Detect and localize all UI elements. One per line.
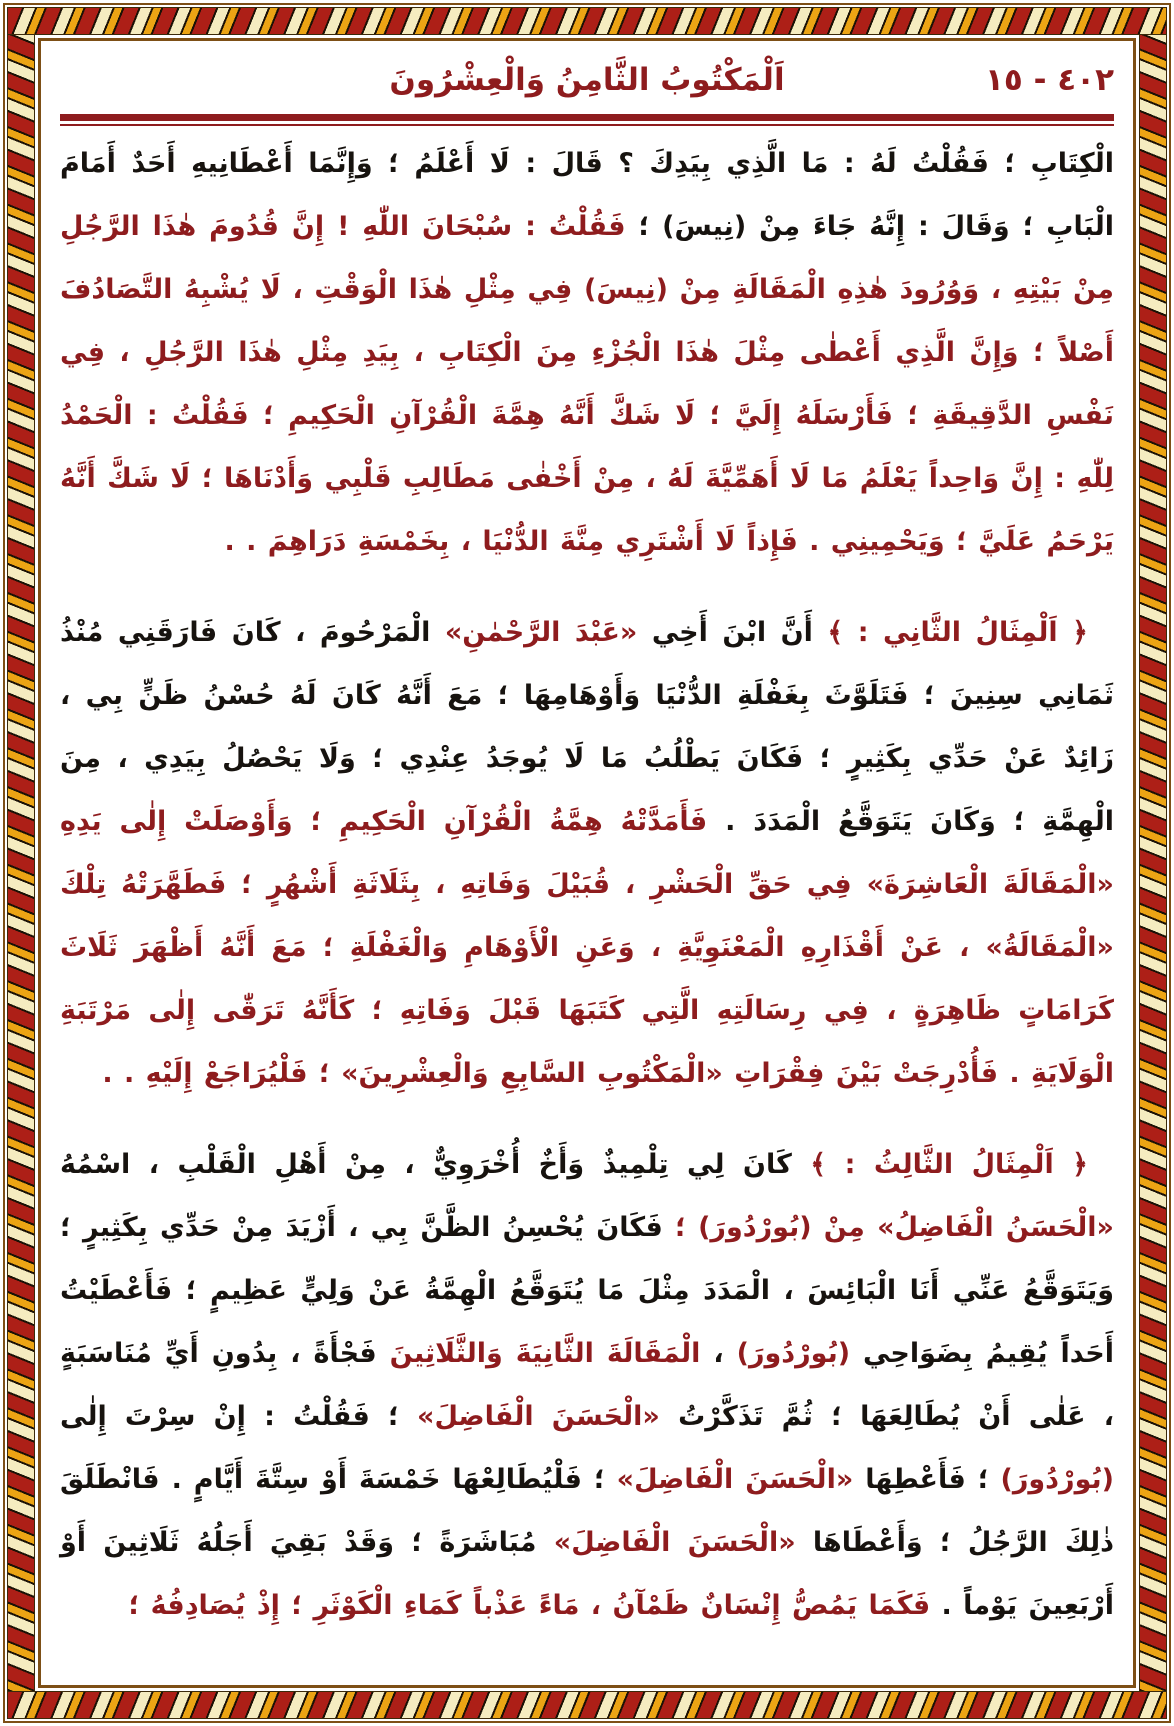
- text-run-red: ﴿ اَلْمِثَالُ الثَّالِثُ : ﴾: [791, 1149, 1088, 1180]
- text-run-red: «الْحَسَنُ الْفَاضِلُ» مِنْ (بُورْدُورَ) ؛: [675, 1212, 1114, 1243]
- page-title: اَلْمَكْتُوبُ الثَّامِنُ وَالْعِشْرُونَ: [389, 62, 785, 98]
- text-run-black: ،: [700, 1338, 737, 1369]
- text-run-red: «الْحَسَنَ الْفَاضِلَ»: [417, 1401, 660, 1432]
- text-run-black: الْمَرْحُومَ ، كَانَ فَارَقَنِي مُنْذُ ثَمَانِي سِنِينَ ؛ فَتَلَوَّثَ بِغَفْلَةِ الدُّنْيَا وَأَوْهَامِهَا ؛ مَعَ أَنَّهُ كَانَ لَهُ حُسْنُ ظَنٍّ بِي ، زَائِدٌ عَنْ حَدِّي بِكَثِيرٍ ؛ فَكَانَ يَطْلُبُ مَا لَا يُوجَدُ عِنْدِي ؛ وَلَا يَحْصُلُ بِيَدِي ، مِنَ الْهِمَّةِ ؛ وَكَانَ يَتَوَقَّعُ الْمَدَدَ .: [60, 617, 1114, 837]
- paragraph-3-third-example: [60, 1133, 1114, 1637]
- text-run-black: فَجْأَةً ، بِدُونِ أَيِّ مُنَاسَبَةٍ ، عَلٰى أَنْ يُطَالِعَهَا ؛ ثُمَّ تَذَكَّرْتُ: [60, 1338, 1115, 1432]
- text-run-red: الْمَقَالَةَ الثَّانِيَةَ وَالثَّلَاثِينَ: [389, 1338, 701, 1369]
- text-run-red: فَقُلْتُ : سُبْحَانَ اللّٰهِ ! إِنَّ قُدُومَ هٰذَا الرَّجُلِ مِنْ بَيْتِهِ ، وَوُرُودَ هٰذِهِ الْمَقَالَةِ مِنْ (نِيسَ) فِي مِثْلِ هٰذَا الْوَقْتِ ، لَا يُشْبِهُ التَّصَادُفَ أَصْلاً ؛ وَإِنَّ الَّذِي أَعْطٰى مِثْلَ هٰذَا الْجُزْءِ مِنَ الْكِتَابِ ، بِيَدِ مِثْلِ هٰذَا الرَّجُلِ ، فِي نَفْسِ الدَّقِيقَةِ ؛ فَأَرْسَلَهُ إِلَيَّ ؛ لَا شَكَّ أَنَّهُ هِمَّةَ الْقُرْآنِ الْحَكِيمِ ؛ فَقُلْتُ : الْحَمْدُ لِلّٰهِ : إِنَّ وَاحِداً يَعْلَمُ مَا لَا أَهَمِّيَّةَ لَهُ ، مِنْ أَخْفٰى مَطَالِبِ قَلْبِي وَأَدْنَاهَا ؛ لَا شَكَّ أَنَّهُ يَرْحَمُ عَلَيَّ ؛ وَيَحْمِينِي . فَإِذاً لَا أَشْتَرِي مِنَّةَ الدُّنْيَا ، بِخَمْسَةِ دَرَاهِمَ . .: [60, 211, 1114, 557]
- page-header: [60, 62, 1114, 98]
- text-run-black: مُبَاشَرَةً ؛ وَقَدْ بَقِيَ أَجَلُهُ ثَلَاثِينَ أَوْ أَرْبَعِينَ يَوْماً .: [60, 1527, 1114, 1621]
- page-number: ٤٠٢ - ١٥: [984, 62, 1114, 98]
- ornamental-border-bottom: [7, 1691, 1167, 1719]
- text-run-red: «الْحَسَنَ الْفَاضِلَ»: [616, 1464, 854, 1495]
- text-run-black: ؛ فَقُلْتُ : إِنْ سِرْتَ إِلٰى: [60, 1401, 417, 1432]
- text-run-red: (بُورْدُورَ): [736, 1338, 851, 1369]
- text-run-black: الْكِتَابِ ؛ فَقُلْتُ لَهُ : مَا الَّذِي بِيَدِكَ ؟ قَالَ : لَا أَعْلَمُ ؛ وَإِنَّمَا أَعْطَانِيهِ أَحَدٌ أَمَامَ الْبَابِ ؛ وَقَالَ : إِنَّهُ جَاءَ مِنْ (نِيسَ) ؛: [60, 148, 1114, 242]
- text-run-red: فَأَمَدَّتْهُ هِمَّةُ الْقُرْآنِ الْحَكِيمِ ؛ وَأَوْصَلَتْ إِلٰى يَدِهِ «الْمَقَالَةَ الْعَاشِرَةَ» فِي حَقِّ الْحَشْرِ ، قُبَيْلَ وَفَاتِهِ ، بِثَلَاثَةِ أَشْهُرٍ ؛ فَطَهَّرَتْهُ تِلْكَ «الْمَقَالَةُ» ، عَنْ أَقْذَارِهِ الْمَعْنَوِيَّةِ ، وَعَنِ الْأَوْهَامِ وَالْغَفْلَةِ ؛ مَعَ أَنَّهُ أَظْهَرَ ثَلَاثَ كَرَامَاتٍ ظَاهِرَةٍ ، فِي رِسَالَتِهِ الَّتِي كَتَبَهَا قَبْلَ وَفَاتِهِ ؛ كَأَنَّهُ تَرَقّٰى إِلٰى مَرْتَبَةِ الْوَلَايَةِ . فَأُدْرِجَتْ بَيْنَ فِقْرَاتِ «الْمَكْتُوبِ السَّابِعِ وَالْعِشْرِينَ» ؛ فَلْيُرَاجَعْ إِلَيْهِ . .: [60, 806, 1114, 1089]
- page-content: [60, 48, 1114, 1678]
- header-divider-rule: [60, 114, 1114, 126]
- text-run-black: ؛ فَأَعْطِهَا: [853, 1464, 1001, 1495]
- paragraph-2-second-example: [60, 601, 1114, 1105]
- text-run-black: ؛ فَلْيُطَالِعْهَا خَمْسَةَ أَوْ سِتَّةَ أَيَّامٍ . فَانْطَلَقَ ذٰلِكَ الرَّجُلُ ؛ وَأَعْطَاهَا: [60, 1464, 1115, 1558]
- ornamental-border-top: [7, 7, 1167, 35]
- text-run-red: «عَبْدَ الرَّحْمٰنِ»: [444, 617, 638, 648]
- paragraph-1: [60, 132, 1114, 573]
- ornamental-border-right: [1139, 7, 1167, 1719]
- body-text: [60, 132, 1114, 1637]
- ornamental-border-left: [7, 7, 35, 1719]
- text-run-black: كَانَ لِي تِلْمِيذٌ وَأَخٌ أُخْرَوِيٌّ ، مِنْ أَهْلِ الْقَلْبِ ، اسْمُهُ: [60, 1149, 792, 1180]
- text-run-red: ﴿ اَلْمِثَالُ الثَّانِي : ﴾: [812, 617, 1088, 648]
- text-run-black: فَكَانَ يُحْسِنُ الظَّنَّ بِي ، أَزْيَدَ مِنْ حَدِّي بِكَثِيرٍ ؛ وَيَتَوَقَّعُ عَنِّي أَنَا الْبَائِسَ ، الْمَدَدَ مِثْلَ مَا يُتَوَقَّعُ الْهِمَّةُ عَنْ وَلِيٍّ عَظِيمٍ ؛ فَأَعْطَيْتُ أَحَداً يُقِيمُ بِضَوَاحِي: [60, 1212, 1115, 1369]
- text-run-red: (بُورْدُورَ): [1000, 1464, 1114, 1495]
- text-run-black: أَنَّ ابْنَ أَخِي: [637, 617, 813, 648]
- text-run-red: فَكَمَا يَمُصُّ إِنْسَانٌ ظَمْآنُ ، مَاءً عَذْباً كَمَاءِ الْكَوْثَرِ ؛ إِذْ يُصَادِفُهُ ؛: [128, 1590, 931, 1621]
- text-run-red: «الْحَسَنَ الْفَاضِلَ»: [553, 1527, 796, 1558]
